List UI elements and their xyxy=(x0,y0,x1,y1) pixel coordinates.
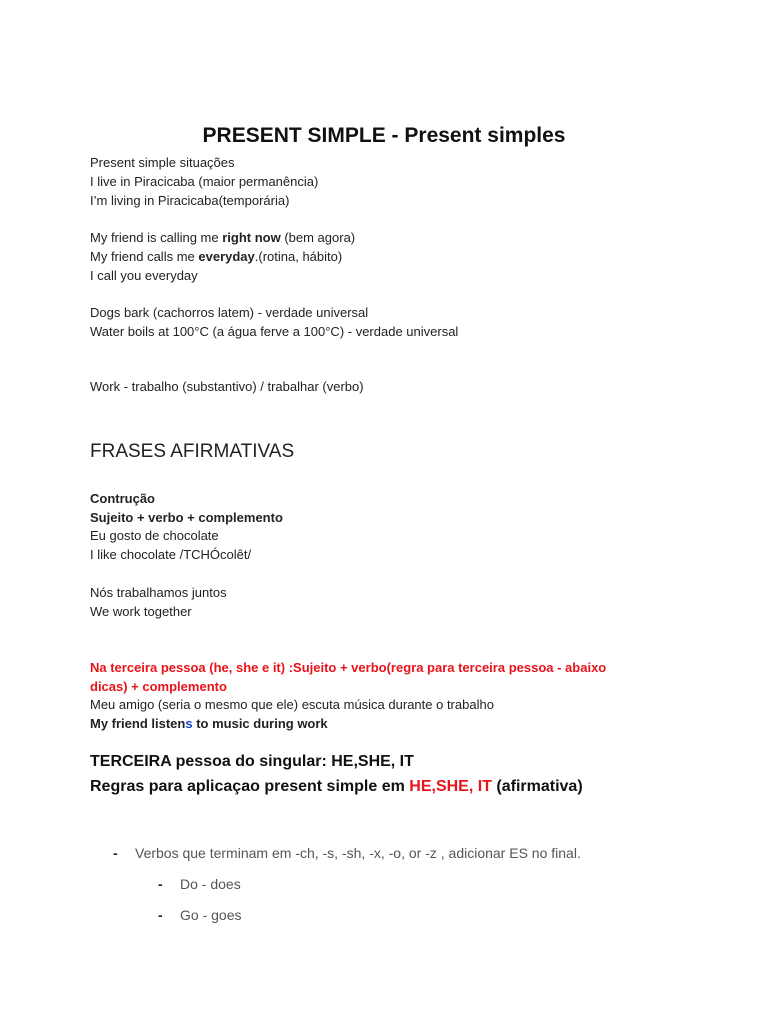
bullet-item-2 xyxy=(158,876,241,892)
construction-formula: Sujeito + verbo + complemento xyxy=(90,510,283,525)
intro-line-1: Present simple situações xyxy=(90,155,235,170)
third-person-example xyxy=(90,715,328,732)
bullet-item-3-text: Go - goes xyxy=(180,907,242,923)
work-line: Work - trabalho (substantivo) / trabalhar (verbo) xyxy=(90,379,364,394)
example-line-1 xyxy=(90,229,355,246)
bullet-dash: - xyxy=(113,845,118,861)
intro-line-3: I’m living in Piracicaba(temporária) xyxy=(90,193,290,208)
rules-heading-1-rest: pessoa do singular: HE,SHE, IT xyxy=(171,753,414,770)
rules-heading-2-red: HE,SHE, IT xyxy=(409,778,492,795)
example-line-3: I call you everyday xyxy=(90,268,198,283)
bullet-item-3 xyxy=(158,907,241,923)
bullet-dash: - xyxy=(158,876,163,892)
example-line-2 xyxy=(90,248,342,265)
bullet-item-1 xyxy=(113,845,581,861)
universal-line-2: Water boils at 100°C (a água ferve a 100°C) - verdade universal xyxy=(90,324,459,339)
bullet-dash: - xyxy=(158,907,163,923)
third-person-rule-line-2: dicas) + complemento xyxy=(90,679,227,694)
rules-heading-1-bold: TERCEIRA xyxy=(90,753,172,770)
rules-heading-2 xyxy=(90,778,583,796)
example-2-note: .(rotina, hábito) xyxy=(254,249,343,264)
construction-example-1: Eu gosto de chocolate xyxy=(90,528,219,543)
intro-line-2: I live in Piracicaba (maior permanência) xyxy=(90,174,319,189)
section-heading: FRASES AFIRMATIVAS xyxy=(90,441,295,462)
construction-example-3: Nós trabalhamos juntos xyxy=(90,585,227,600)
bullet-item-2-text: Do - does xyxy=(180,876,241,892)
third-person-rule-line-1: Na terceira pessoa (he, she e it) :Sujeito + verbo(regra para terceira pessoa - abaixo xyxy=(90,660,607,675)
third-person-example-end: to music during work xyxy=(192,716,328,731)
rules-heading-2-end: (afirmativa) xyxy=(491,778,583,795)
bullet-item-1-text: Verbos que terminam em -ch, -s, -sh, -x, -o, or -z , adicionar ES no final. xyxy=(135,845,581,861)
third-person-example-start: My friend listen xyxy=(90,716,186,731)
example-1-bold: right now xyxy=(222,230,281,245)
third-person-note: Meu amigo (seria o mesmo que ele) escuta música durante o trabalho xyxy=(90,697,494,712)
construction-label: Contrução xyxy=(90,491,155,506)
example-2-text: My friend calls me xyxy=(90,249,199,264)
page-title: PRESENT SIMPLE - Present simples xyxy=(202,124,566,147)
construction-example-2: I like chocolate /TCHÓcolêt/ xyxy=(90,547,252,562)
rules-heading-2-start: Regras para aplicaçao present simple em xyxy=(90,778,410,795)
universal-line-1: Dogs bark (cachorros latem) - verdade universal xyxy=(90,305,369,320)
example-2-bold: everyday xyxy=(198,249,255,264)
third-person-example-s: s xyxy=(185,716,193,731)
construction-example-4: We work together xyxy=(90,604,192,619)
example-1-text: My friend is calling me xyxy=(90,230,223,245)
example-1-note: (bem agora) xyxy=(280,230,356,245)
rules-heading-1 xyxy=(90,753,414,771)
